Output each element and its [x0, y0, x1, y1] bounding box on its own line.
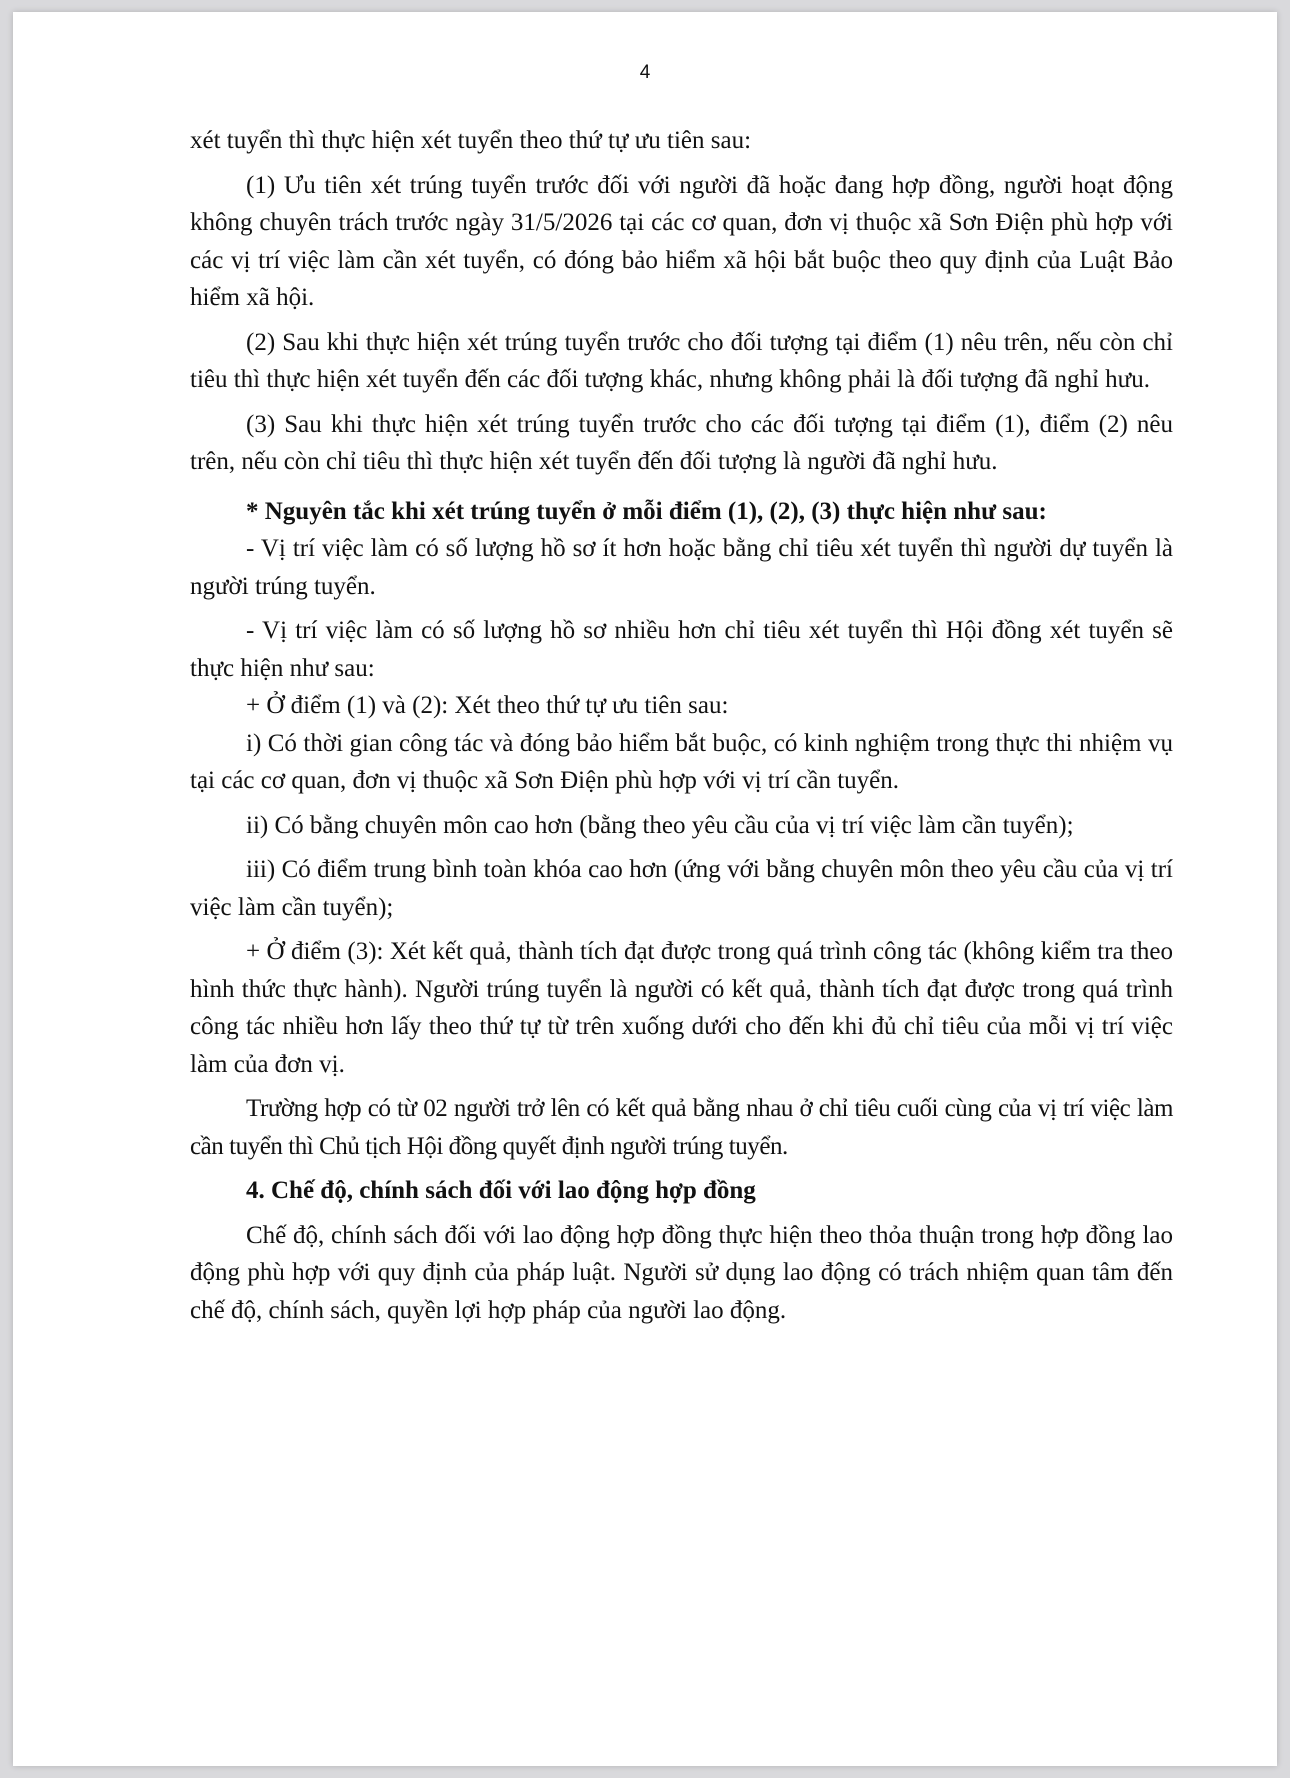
document-body: [190, 122, 1173, 1329]
page-number: 4: [639, 62, 651, 83]
paragraph-point-3: + Ở điểm (3): Xét kết quả, thành tích đạt được trong quá trình công tác (không kiểm tra theo hình thức thực hành). Người trúng tuyển là người có kết quả, thành tích đạt được trong quá trình công tác nhiều hơn lấy theo thứ tự từ trên xuống dưới cho đến khi đủ chỉ tiêu của mỗi vị trí việc làm của đơn vị.: [190, 938, 1173, 1078]
document-page: [13, 12, 1277, 1766]
paragraph-criterion-iii: iii) Có điểm trung bình toàn khóa cao hơn (ứng với bằng chuyên môn theo yêu cầu của vị trí việc làm cần tuyển);: [190, 856, 1173, 921]
paragraph-rule-more: - Vị trí việc làm có số lượng hồ sơ nhiều hơn chỉ tiêu xét tuyển thì Hội đồng xét tuyển sẽ thực hiện như sau:: [190, 617, 1173, 682]
paragraph-policy: Chế độ, chính sách đối với lao động hợp đồng thực hiện theo thỏa thuận trong hợp đồng lao động phù hợp với quy định của pháp luật. Người sử dụng lao động có trách nhiệm quan tâm đến chế độ, chính sách, quyền lợi hợp pháp của người lao động.: [190, 1221, 1173, 1324]
paragraph-criterion-i: i) Có thời gian công tác và đóng bảo hiểm bắt buộc, có kinh nghiệm trong thực thi nhiệm vụ tại các cơ quan, đơn vị thuộc xã Sơn Điện phù hợp với vị trí cần tuyển.: [190, 729, 1173, 794]
paragraph-point-1-2: + Ở điểm (1) và (2): Xét theo thứ tự ưu tiên sau:: [246, 692, 729, 719]
paragraph-priority-3: (3) Sau khi thực hiện xét trúng tuyển trước cho các đối tượng tại điểm (1), điểm (2) nêu trên, nếu còn chỉ tiêu thì thực hiện xét tuyển đến đối tượng là người đã nghỉ hưu.: [190, 410, 1173, 475]
paragraph-priority-1: (1) Ưu tiên xét trúng tuyển trước đối với người đã hoặc đang hợp đồng, người hoạt động không chuyên trách trước ngày 31/5/2026 tại các cơ quan, đơn vị thuộc xã Sơn Điện phù hợp với các vị trí việc làm cần xét tuyển, có đóng bảo hiểm xã hội bắt buộc theo quy định của Luật Bảo hiểm xã hội.: [190, 171, 1173, 311]
paragraph-priority-2: (2) Sau khi thực hiện xét trúng tuyển trước cho đối tượng tại điểm (1) nêu trên, nếu còn chỉ tiêu thì thực hiện xét tuyển đến các đối tượng khác, nhưng không phải là đối tượng đã nghỉ hưu.: [190, 328, 1173, 393]
paragraph-rule-fewer: - Vị trí việc làm có số lượng hồ sơ ít hơn hoặc bằng chỉ tiêu xét tuyển thì người dự tuyển là người trúng tuyển.: [190, 535, 1173, 600]
paragraph-continuation: xét tuyển thì thực hiện xét tuyển theo thứ tự ưu tiên sau:: [190, 127, 752, 154]
section-heading-4: 4. Chế độ, chính sách đối với lao động hợp đồng: [246, 1177, 756, 1204]
principle-heading: * Nguyên tắc khi xét trúng tuyển ở mỗi điểm (1), (2), (3) thực hiện như sau:: [246, 497, 1047, 525]
paragraph-tie-rule: Trường hợp có từ 02 người trở lên có kết quả bằng nhau ở chỉ tiêu cuối cùng của vị trí việc làm cần tuyển thì Chủ tịch Hội đồng quyết định người trúng tuyển.: [190, 1095, 1173, 1160]
paragraph-criterion-ii: ii) Có bằng chuyên môn cao hơn (bằng theo yêu cầu của vị trí việc làm cần tuyển);: [246, 811, 1074, 839]
